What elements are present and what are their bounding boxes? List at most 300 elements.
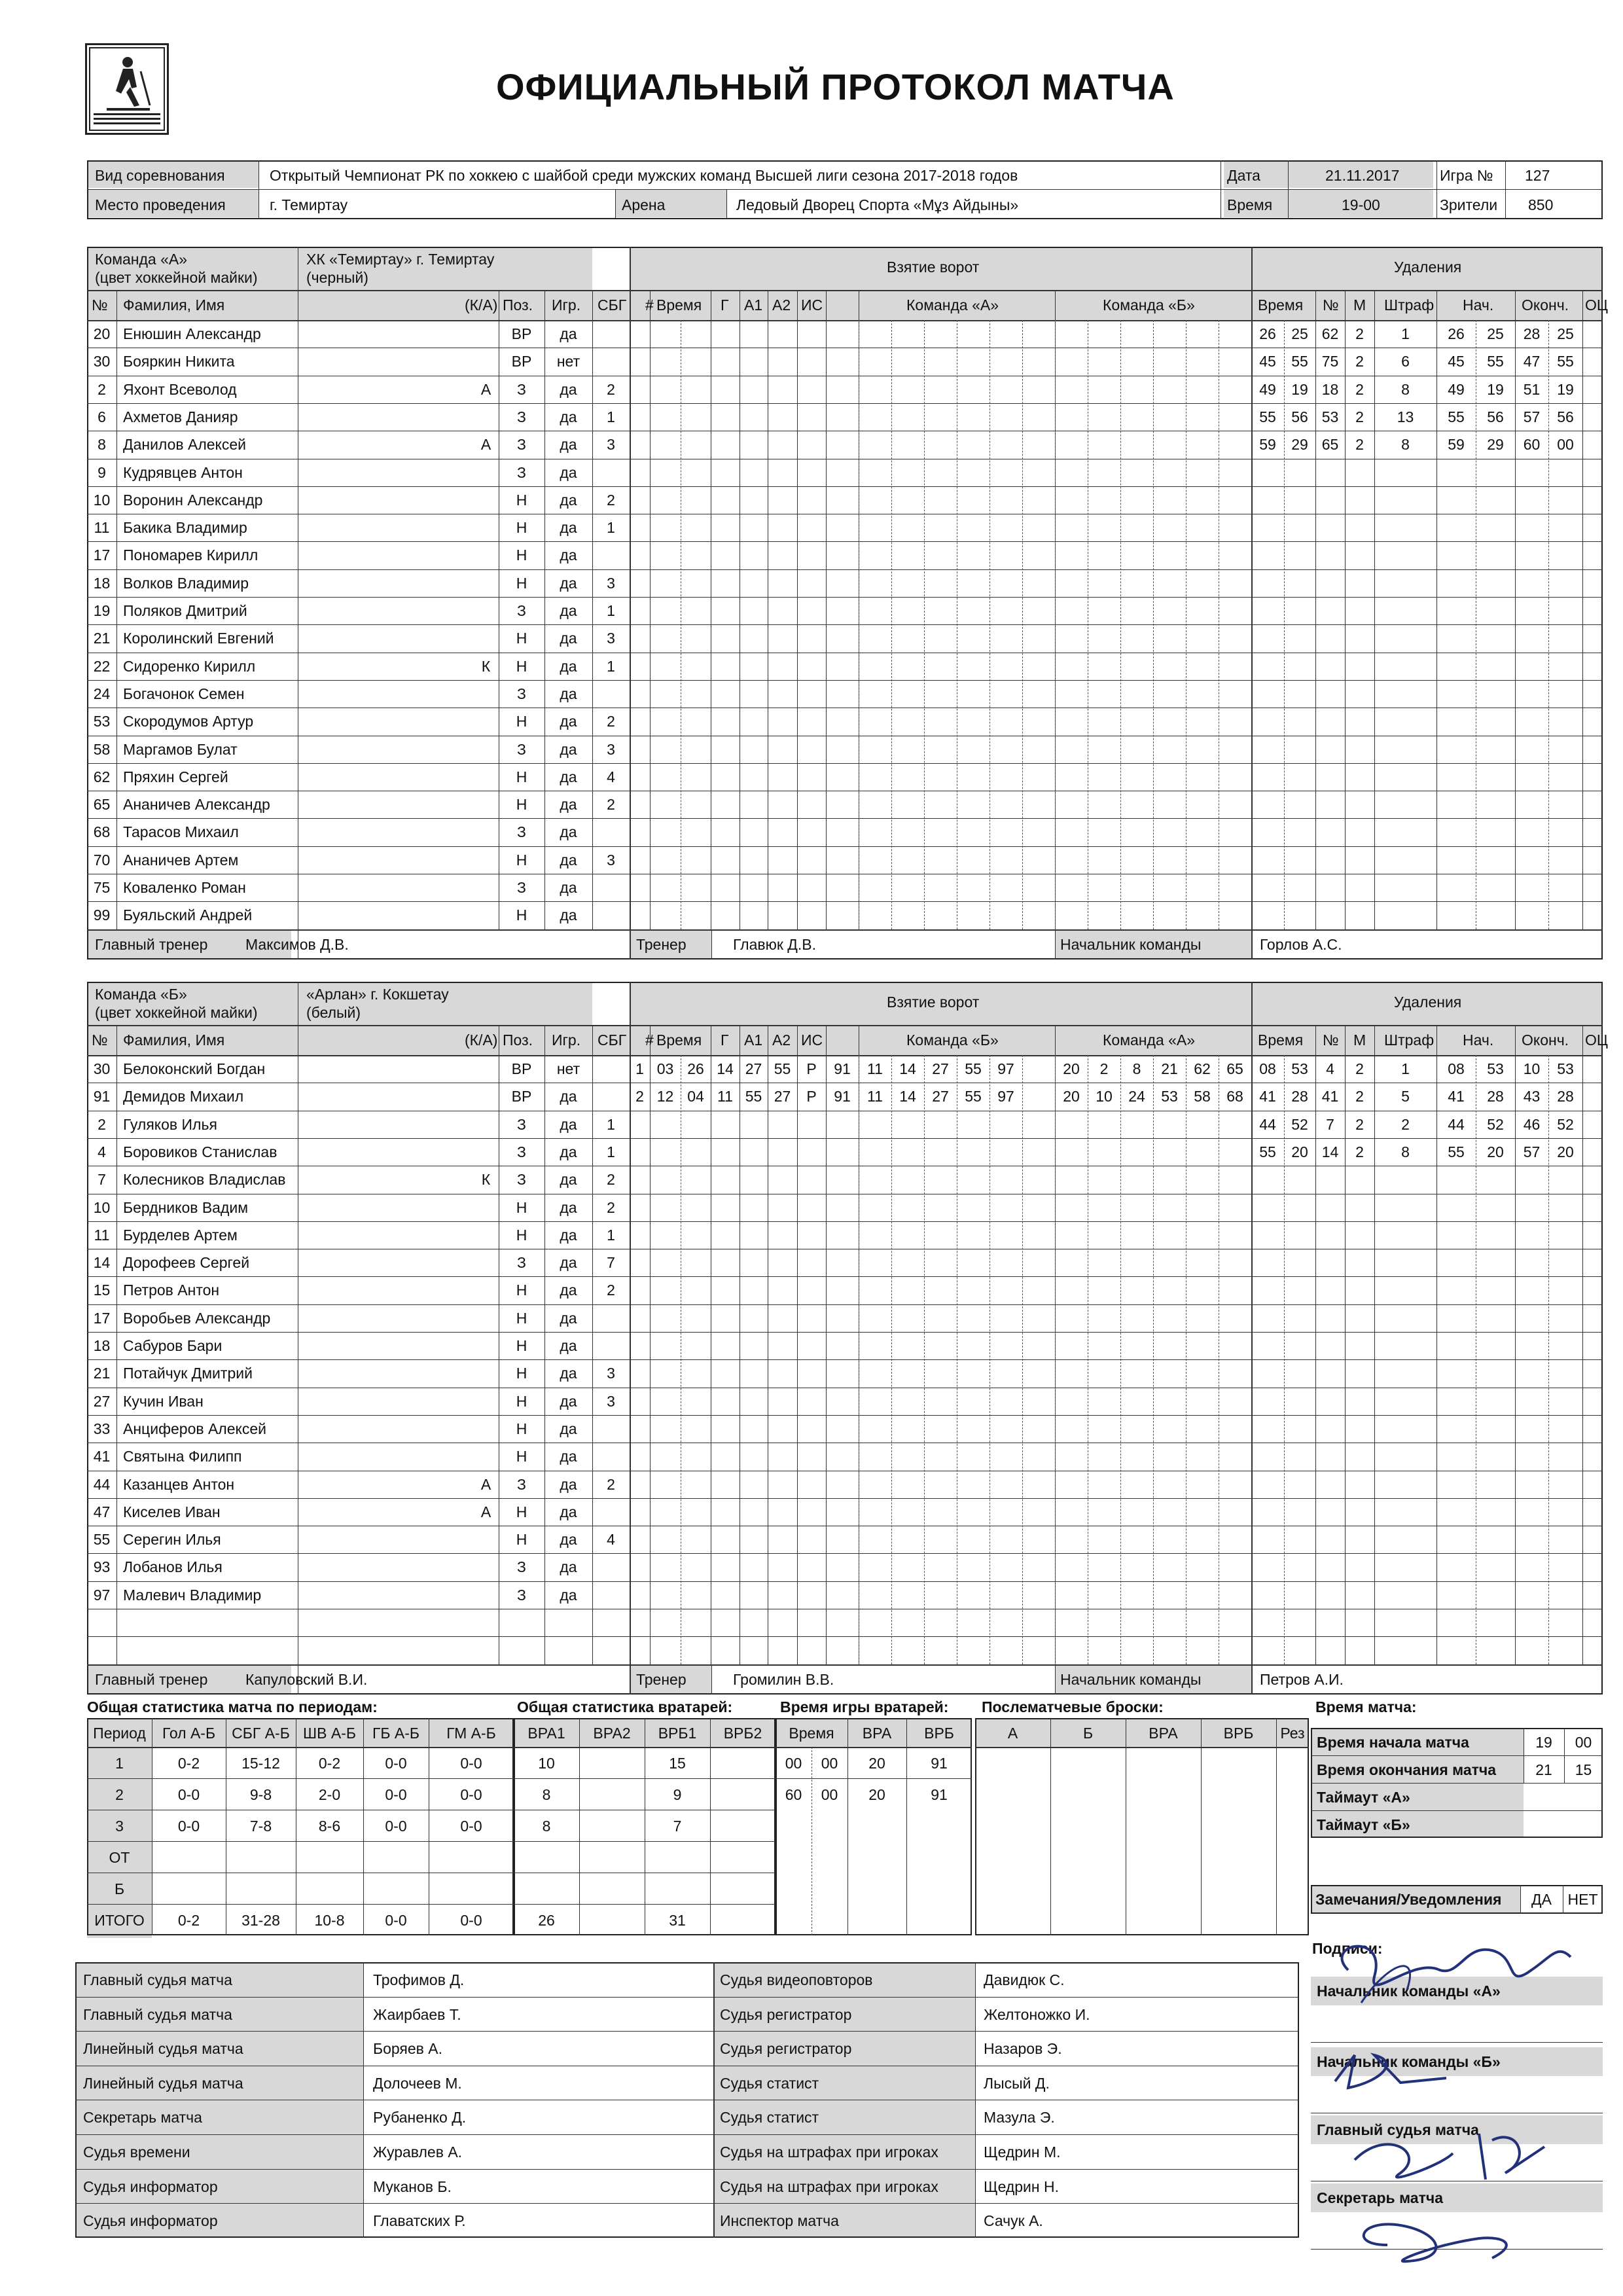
- jersey-color-label: (цвет хоккейной майки): [95, 1004, 258, 1021]
- hockey-player-icon: [87, 45, 167, 133]
- signature-label: Начальник команды «А»: [1317, 1982, 1501, 2000]
- col-is: ИС: [801, 1031, 823, 1049]
- official-name: Боряев А.: [373, 2040, 443, 2058]
- goal-second: 26: [687, 1060, 704, 1077]
- col-sbg: СБГ: [597, 296, 627, 314]
- player-number: 22: [93, 657, 111, 675]
- pen-player: 4: [1326, 1060, 1334, 1077]
- official-name: Муканов Б.: [373, 2178, 452, 2195]
- player-name: Пономарев Кирилл: [123, 547, 259, 564]
- player-position: Н: [516, 630, 527, 647]
- col-goal-no: #: [645, 296, 654, 314]
- official-role: Секретарь матча: [83, 2109, 202, 2126]
- player-name: Маргамов Булат: [123, 740, 238, 758]
- player-name: Анциферов Алексей: [123, 1420, 266, 1437]
- pen-second: 55: [1291, 353, 1308, 370]
- player-name: Скородумов Артур: [123, 713, 254, 730]
- rule-line: [87, 763, 1603, 764]
- rule-line: [630, 247, 631, 960]
- date-label: Дата: [1227, 167, 1260, 184]
- player-position: Н: [516, 1309, 527, 1327]
- pen-start-sec: 53: [1487, 1060, 1504, 1077]
- pen-second: 53: [1291, 1060, 1308, 1077]
- pen-code: 13: [1397, 408, 1414, 425]
- player-position: З: [517, 1254, 526, 1272]
- rule-line: [1251, 982, 1253, 1695]
- stats-header: ГБ А-Б: [372, 1725, 420, 1742]
- player-position: З: [517, 463, 526, 481]
- stats-cell: 0-0: [177, 1786, 200, 1803]
- player-number: 33: [93, 1420, 111, 1437]
- player-name: Енюшин Александр: [123, 325, 261, 342]
- stats-cell: Б: [114, 1880, 125, 1897]
- col-played: Игр.: [552, 1031, 581, 1049]
- col-ots: ОЦ: [1585, 296, 1608, 314]
- player-played: да: [560, 1420, 577, 1437]
- pen-start-min: 59: [1448, 436, 1465, 454]
- player-sbg: 3: [607, 1365, 615, 1382]
- rule-line: [1055, 1664, 1056, 1695]
- col-fine: Штраф: [1384, 296, 1435, 314]
- player-position: Н: [516, 1531, 527, 1549]
- player-number: 24: [93, 685, 111, 702]
- col-g: Г: [721, 296, 729, 314]
- on-ice-opp: 20: [1063, 1088, 1080, 1105]
- col-pos: Поз.: [503, 1031, 533, 1049]
- player-played: да: [560, 851, 577, 869]
- player-played: да: [560, 879, 577, 896]
- team-label: Команда «Б»: [95, 986, 187, 1003]
- player-number: 58: [93, 740, 111, 758]
- player-number: 17: [93, 547, 111, 564]
- player-name: Королинский Евгений: [123, 630, 274, 647]
- col-sbg: СБГ: [597, 1031, 627, 1049]
- player-number: 15: [93, 1282, 111, 1299]
- stats-cell: ОТ: [109, 1849, 130, 1866]
- rule-line: [75, 2203, 1299, 2204]
- pen-second: 56: [1291, 408, 1308, 425]
- player-position: З: [517, 436, 526, 454]
- player-position: Н: [516, 906, 527, 924]
- stats-cell: 0-0: [460, 1912, 482, 1929]
- official-name: Жаирбаев Т.: [373, 2005, 461, 2023]
- player-number: 14: [93, 1254, 111, 1272]
- goal-situation: Р: [806, 1088, 817, 1105]
- gk-stats-cell: 7: [673, 1818, 682, 1835]
- player-played: нет: [556, 1060, 580, 1077]
- official-role: Судья информатор: [83, 2178, 218, 2195]
- player-role: К: [481, 657, 491, 675]
- player-position: З: [517, 740, 526, 758]
- signatures-title: Подписи:: [1312, 1940, 1383, 1957]
- player-position: Н: [516, 1337, 527, 1354]
- player-sbg: 1: [607, 657, 615, 675]
- rule-line: [87, 1138, 1603, 1139]
- shootout-header: ВРА: [1149, 1725, 1178, 1742]
- official-role: Судья на штрафах при игроках: [720, 2178, 938, 2195]
- rule-line: [1311, 1810, 1603, 1811]
- player-sbg: 2: [607, 1198, 615, 1216]
- rule-line: [87, 680, 1603, 681]
- player-sbg: 4: [607, 1531, 615, 1549]
- player-name: Кудрявцев Антон: [123, 463, 243, 481]
- player-sbg: 3: [607, 630, 615, 647]
- pen-minutes: 2: [1355, 1143, 1364, 1160]
- pen-end-sec: 19: [1557, 380, 1574, 398]
- player-played: да: [560, 1475, 577, 1493]
- shootout-header: Рез: [1280, 1725, 1305, 1742]
- rule-line: [87, 1778, 514, 1779]
- player-sbg: 1: [607, 1115, 615, 1133]
- team-name: «Арлан» г. Кокшетау: [306, 986, 449, 1003]
- signature-label: Секретарь матча: [1317, 2189, 1443, 2206]
- rule-line: [116, 290, 117, 929]
- gk-time-header: ВРБ: [924, 1725, 954, 1742]
- player-played: да: [560, 740, 577, 758]
- pen-start-min: 45: [1448, 353, 1465, 370]
- player-position: З: [517, 823, 526, 841]
- on-ice-opp: 2: [1099, 1060, 1109, 1077]
- rule-line: [87, 1221, 1603, 1222]
- player-position: Н: [516, 796, 527, 814]
- player-position: З: [517, 380, 526, 398]
- manager-label: Начальник команды: [1060, 935, 1202, 953]
- player-name: Воробьев Александр: [123, 1309, 271, 1327]
- player-number: 21: [93, 1365, 111, 1382]
- rule-line: [514, 1904, 776, 1905]
- pen-minute: 59: [1259, 436, 1276, 454]
- player-played: да: [560, 1226, 577, 1244]
- rule-line: [87, 1553, 1603, 1554]
- player-position: Н: [516, 547, 527, 564]
- player-position: Н: [516, 1198, 527, 1216]
- col-goal-time: Время: [656, 296, 702, 314]
- goal-situation: Р: [806, 1060, 817, 1077]
- col-pen-no: №: [1323, 1031, 1339, 1049]
- pen-player: 75: [1321, 353, 1339, 370]
- col-a1: А1: [744, 296, 763, 314]
- official-name: Рубаненко Д.: [373, 2109, 467, 2126]
- pen-start-min: 55: [1448, 1143, 1465, 1160]
- gk-time-gka: 20: [868, 1786, 885, 1803]
- player-name: Серегин Илья: [123, 1531, 221, 1549]
- pen-start-sec: 55: [1487, 353, 1504, 370]
- col-g: Г: [721, 1031, 729, 1049]
- player-sbg: 2: [607, 1282, 615, 1299]
- player-name: Колесников Владислав: [123, 1171, 286, 1189]
- on-ice-own: 14: [899, 1060, 916, 1077]
- stats-cell: 1: [115, 1755, 124, 1772]
- pen-start-sec: 56: [1487, 408, 1504, 425]
- player-sbg: 3: [607, 740, 615, 758]
- player-sbg: 1: [607, 519, 615, 537]
- stats-cell: 0-0: [385, 1818, 407, 1835]
- player-played: да: [560, 1282, 577, 1299]
- pen-minutes: 2: [1355, 353, 1364, 370]
- player-number: 75: [93, 879, 111, 896]
- player-played: да: [560, 685, 577, 702]
- player-number: 11: [94, 519, 110, 537]
- pen-end-min: 60: [1523, 436, 1541, 454]
- player-played: да: [560, 436, 577, 454]
- pen-minute: 44: [1259, 1115, 1276, 1133]
- signature-label: Главный судья матча: [1317, 2121, 1479, 2138]
- rule-line: [514, 1841, 776, 1842]
- pen-start-min: 49: [1448, 380, 1465, 398]
- col-pos: Поз.: [503, 296, 533, 314]
- rule-line: [1276, 1718, 1277, 1935]
- pen-minutes: 2: [1355, 325, 1364, 342]
- player-played: да: [560, 768, 577, 785]
- player-name: Поляков Дмитрий: [123, 602, 247, 619]
- player-number: 44: [93, 1475, 111, 1493]
- col-goal-no: #: [645, 1031, 654, 1049]
- signatures-drawing: [1309, 1931, 1616, 2284]
- player-role: К: [481, 1171, 491, 1189]
- gk-time-sec: 00: [821, 1786, 838, 1803]
- player-number: 68: [93, 823, 111, 841]
- rule-line: [87, 901, 1603, 902]
- player-number: 10: [93, 491, 111, 509]
- player-name: Боровиков Станислав: [123, 1143, 277, 1160]
- rule-line: [650, 290, 651, 929]
- timeout-a-label: Таймаут «А»: [1317, 1789, 1410, 1806]
- rule-line: [87, 846, 1603, 847]
- on-ice-opp: 10: [1096, 1088, 1113, 1105]
- stats-cell: 0-0: [385, 1912, 407, 1929]
- stats-cell: 10-8: [314, 1912, 345, 1929]
- rule-line: [1251, 1664, 1252, 1695]
- on-ice-opp: 24: [1128, 1088, 1145, 1105]
- col-ots: ОЦ: [1585, 1031, 1608, 1049]
- rule-line: [87, 1359, 1603, 1360]
- player-number: 2: [98, 1115, 106, 1133]
- player-position: Н: [516, 768, 527, 785]
- pen-end-sec: 55: [1557, 353, 1574, 370]
- player-name: Сабуров Бари: [123, 1337, 223, 1354]
- col-opp-team: Команда «Б»: [1103, 296, 1195, 314]
- official-name: Лысый Д.: [984, 2074, 1050, 2092]
- player-name: Бердников Вадим: [123, 1198, 249, 1216]
- pen-end-min: 57: [1523, 1143, 1541, 1160]
- official-role: Линейный судья матча: [83, 2040, 243, 2058]
- player-position: Н: [516, 657, 527, 675]
- player-number: 55: [93, 1531, 111, 1549]
- match-end-hour: 21: [1535, 1761, 1552, 1778]
- player-played: да: [560, 519, 577, 537]
- rule-line: [711, 1664, 712, 1695]
- player-position: ВР: [511, 1088, 532, 1105]
- player-sbg: 2: [607, 491, 615, 509]
- pen-start-min: 08: [1448, 1060, 1465, 1077]
- col-end: Оконч.: [1522, 1031, 1569, 1049]
- rule-line: [87, 1841, 514, 1842]
- pen-code: 6: [1401, 353, 1410, 370]
- coach-label: Тренер: [636, 935, 687, 953]
- player-position: Н: [516, 1420, 527, 1437]
- goals-title: Взятие ворот: [887, 259, 980, 276]
- pen-minutes: 2: [1355, 408, 1364, 425]
- player-played: да: [560, 823, 577, 841]
- on-ice-own: 55: [965, 1088, 982, 1105]
- manager-name: Петров А.И.: [1260, 1670, 1344, 1688]
- player-played: да: [560, 906, 577, 924]
- on-ice-own: 97: [997, 1060, 1014, 1077]
- official-name: Давидюк С.: [984, 1971, 1065, 1988]
- player-name: Ананичев Артем: [123, 851, 239, 869]
- shootout-header: Б: [1082, 1725, 1094, 1742]
- on-ice-opp: 68: [1226, 1088, 1243, 1105]
- pen-second: 25: [1291, 325, 1308, 342]
- player-played: да: [560, 1088, 577, 1105]
- player-number: 91: [93, 1088, 111, 1105]
- rule-line: [87, 541, 1603, 542]
- competition-value: Открытый Чемпионат РК по хоккею с шайбой среди мужских команд Высшей лиги сезона 2017-2018 годов: [270, 167, 1018, 184]
- player-number: 93: [93, 1558, 111, 1576]
- rule-line: [87, 1636, 1603, 1637]
- coach-label: Тренер: [636, 1670, 687, 1688]
- venue-label: Место проведения: [95, 196, 226, 213]
- team-frame: [87, 247, 1603, 960]
- match-start-hour: 19: [1535, 1734, 1552, 1751]
- official-name: Щедрин Н.: [984, 2178, 1059, 2195]
- pen-minute: 45: [1259, 353, 1276, 370]
- player-name: Гуляков Илья: [123, 1115, 217, 1133]
- col-is: ИС: [801, 296, 823, 314]
- player-played: да: [560, 1254, 577, 1272]
- player-name: Тарасов Михаил: [123, 823, 239, 841]
- rule-line: [75, 2031, 1299, 2032]
- player-name: Ананичев Александр: [123, 796, 270, 814]
- player-number: 47: [93, 1503, 111, 1520]
- rule-line: [87, 1276, 1603, 1277]
- pen-player: 18: [1321, 380, 1339, 398]
- player-name: Казанцев Антон: [123, 1475, 235, 1493]
- player-name: Белоконский Богдан: [123, 1060, 266, 1077]
- shootout-frame: [975, 1718, 1309, 1935]
- rule-line: [87, 1747, 514, 1748]
- goal-assist1: 55: [745, 1088, 762, 1105]
- player-name: Сидоренко Кирилл: [123, 657, 256, 675]
- rule-line: [87, 486, 1603, 487]
- player-number: 10: [93, 1198, 111, 1216]
- official-name: Журавлев А.: [373, 2144, 463, 2161]
- rule-line: [87, 1664, 1603, 1666]
- player-name: Воронин Александр: [123, 491, 263, 509]
- col-start: Нач.: [1463, 296, 1494, 314]
- rule-line: [1582, 290, 1583, 929]
- pen-start-sec: 52: [1487, 1115, 1504, 1133]
- player-played: да: [560, 325, 577, 342]
- player-sbg: 7: [607, 1254, 615, 1272]
- stats-cell: 7-8: [249, 1818, 272, 1835]
- gk-stats-cell: 10: [538, 1755, 555, 1772]
- gk-time-frame: [776, 1718, 972, 1935]
- goal-scorer: 11: [717, 1088, 733, 1105]
- rule-line: [1311, 1783, 1603, 1784]
- player-position: З: [517, 1171, 526, 1189]
- official-role: Судья видеоповторов: [720, 1971, 873, 1988]
- pen-minutes: 2: [1355, 1060, 1364, 1077]
- coach-name: Главюк Д.В.: [733, 935, 816, 953]
- official-name: Мазула Э.: [984, 2109, 1055, 2126]
- rule-line: [75, 1997, 1299, 1998]
- player-played: да: [560, 1586, 577, 1604]
- pen-start-min: 41: [1448, 1088, 1465, 1105]
- pen-start-sec: 20: [1487, 1143, 1504, 1160]
- stats-cell: 3: [115, 1818, 124, 1835]
- pen-code: 1: [1401, 1060, 1410, 1077]
- player-sbg: 3: [607, 436, 615, 454]
- remarks-yes: ДА: [1531, 1891, 1552, 1908]
- player-position: З: [517, 879, 526, 896]
- official-role: Судья информатор: [83, 2212, 218, 2230]
- match-end-min: 15: [1575, 1761, 1592, 1778]
- official-role: Инспектор матча: [720, 2212, 839, 2230]
- pen-end-min: 51: [1523, 380, 1541, 398]
- pen-end-min: 28: [1523, 325, 1541, 342]
- stats-cell: 15-12: [241, 1755, 280, 1772]
- on-ice-own: 11: [867, 1060, 883, 1077]
- pen-start-sec: 29: [1487, 436, 1504, 454]
- player-position: З: [517, 1115, 526, 1133]
- pen-start-min: 55: [1448, 408, 1465, 425]
- rule-line: [514, 1778, 776, 1779]
- head-coach-label: Главный тренер: [95, 935, 208, 953]
- player-position: ВР: [511, 353, 532, 370]
- date-value: 21.11.2017: [1325, 167, 1400, 184]
- stats-header: Период: [93, 1725, 146, 1742]
- official-role: Судья регистратор: [720, 2040, 852, 2058]
- col-fine: Штраф: [1384, 1031, 1435, 1049]
- player-played: да: [560, 713, 577, 730]
- rule-line: [1436, 160, 1437, 219]
- player-number: 97: [93, 1586, 111, 1604]
- official-name: Назаров Э.: [984, 2040, 1062, 2058]
- gk-stats-cell: 8: [542, 1818, 551, 1835]
- player-number: 11: [94, 1226, 110, 1244]
- gk-time-gkb: 91: [931, 1786, 948, 1803]
- player-number: 7: [98, 1171, 106, 1189]
- on-ice-opp: 53: [1161, 1088, 1178, 1105]
- player-number: 65: [93, 796, 111, 814]
- stats-cell: 0-0: [460, 1755, 482, 1772]
- on-ice-opp: 58: [1194, 1088, 1211, 1105]
- on-ice-own: 11: [867, 1088, 883, 1105]
- goal-minute: 03: [656, 1060, 674, 1077]
- col-opp-team: Команда «А»: [1103, 1031, 1196, 1049]
- on-ice-own: 55: [965, 1060, 982, 1077]
- manager-label: Начальник команды: [1060, 1670, 1202, 1688]
- col-goal-time: Время: [656, 1031, 702, 1049]
- pen-end-min: 57: [1523, 408, 1541, 425]
- player-position: З: [517, 408, 526, 425]
- pen-second: 52: [1291, 1115, 1308, 1133]
- arena-value: Ледовый Дворец Спорта «Мұз Айдыны»: [736, 196, 1019, 213]
- rule-line: [87, 1332, 1603, 1333]
- player-sbg: 4: [607, 768, 615, 785]
- pen-end-sec: 28: [1557, 1088, 1574, 1105]
- pen-second: 20: [1291, 1143, 1308, 1160]
- gk-stats-header: ВРБ1: [658, 1725, 697, 1742]
- penalties-title: Удаления: [1394, 259, 1462, 276]
- rule-line: [87, 1904, 514, 1905]
- player-played: да: [560, 1392, 577, 1410]
- stats-cell: 8-6: [318, 1818, 341, 1835]
- rule-line: [711, 929, 712, 960]
- rule-line: [650, 1025, 651, 1664]
- player-position: ВР: [511, 1060, 532, 1077]
